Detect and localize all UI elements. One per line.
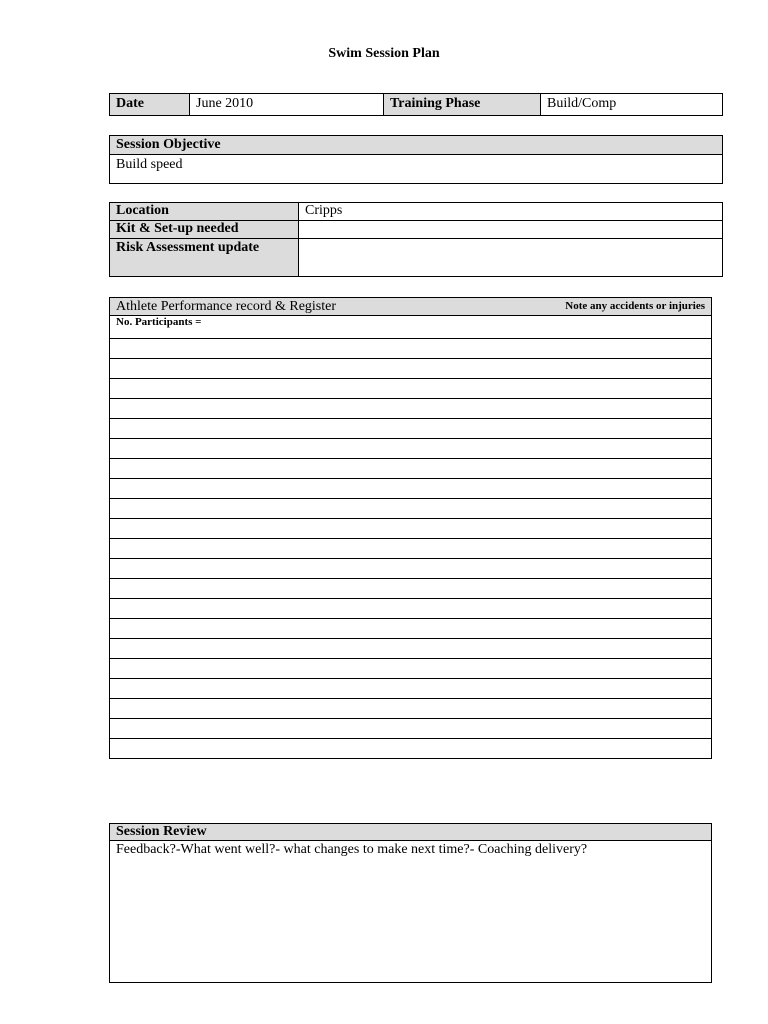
risk-assessment-value[interactable] (299, 239, 723, 277)
register-title: Athlete Performance record & Register (116, 299, 337, 314)
session-review-field[interactable]: Feedback?-What went well?- what changes to make next time?- Coaching delivery? (110, 841, 712, 983)
register-row[interactable] (110, 719, 712, 739)
register-note: Note any accidents or injuries (565, 300, 705, 312)
page-title: Swim Session Plan (328, 46, 440, 61)
register-row[interactable] (110, 359, 712, 379)
location-value[interactable]: Cripps (299, 203, 723, 221)
register-row[interactable] (110, 539, 712, 559)
training-phase-value[interactable]: Build/Comp (541, 94, 723, 116)
session-objective-label: Session Objective (110, 136, 723, 155)
participants-count-field[interactable]: No. Participants = (110, 316, 712, 339)
date-phase-table (109, 93, 723, 116)
athlete-register-table (109, 297, 712, 759)
training-phase-label: Training Phase (384, 94, 541, 116)
register-row[interactable] (110, 579, 712, 599)
register-row[interactable] (110, 679, 712, 699)
register-row[interactable] (110, 459, 712, 479)
register-row[interactable] (110, 439, 712, 459)
register-header (110, 298, 712, 316)
logistics-table (109, 202, 723, 277)
register-row[interactable] (110, 699, 712, 719)
register-row[interactable] (110, 659, 712, 679)
session-review-table (109, 823, 712, 983)
register-row[interactable] (110, 519, 712, 539)
kit-setup-label: Kit & Set-up needed (110, 221, 299, 239)
register-row[interactable] (110, 559, 712, 579)
kit-setup-value[interactable] (299, 221, 723, 239)
session-objective-table (109, 135, 723, 184)
register-row[interactable] (110, 599, 712, 619)
register-row[interactable] (110, 479, 712, 499)
register-row[interactable] (110, 419, 712, 439)
register-row[interactable] (110, 619, 712, 639)
register-row[interactable] (110, 399, 712, 419)
register-row[interactable] (110, 639, 712, 659)
date-label: Date (110, 94, 190, 116)
register-row[interactable] (110, 499, 712, 519)
location-label: Location (110, 203, 299, 221)
register-row[interactable] (110, 379, 712, 399)
register-row[interactable] (110, 739, 712, 759)
risk-assessment-label: Risk Assessment update (110, 239, 299, 277)
session-review-label: Session Review (110, 824, 712, 841)
date-value[interactable]: June 2010 (190, 94, 384, 116)
register-row[interactable] (110, 339, 712, 359)
session-objective-value[interactable]: Build speed (110, 155, 723, 184)
